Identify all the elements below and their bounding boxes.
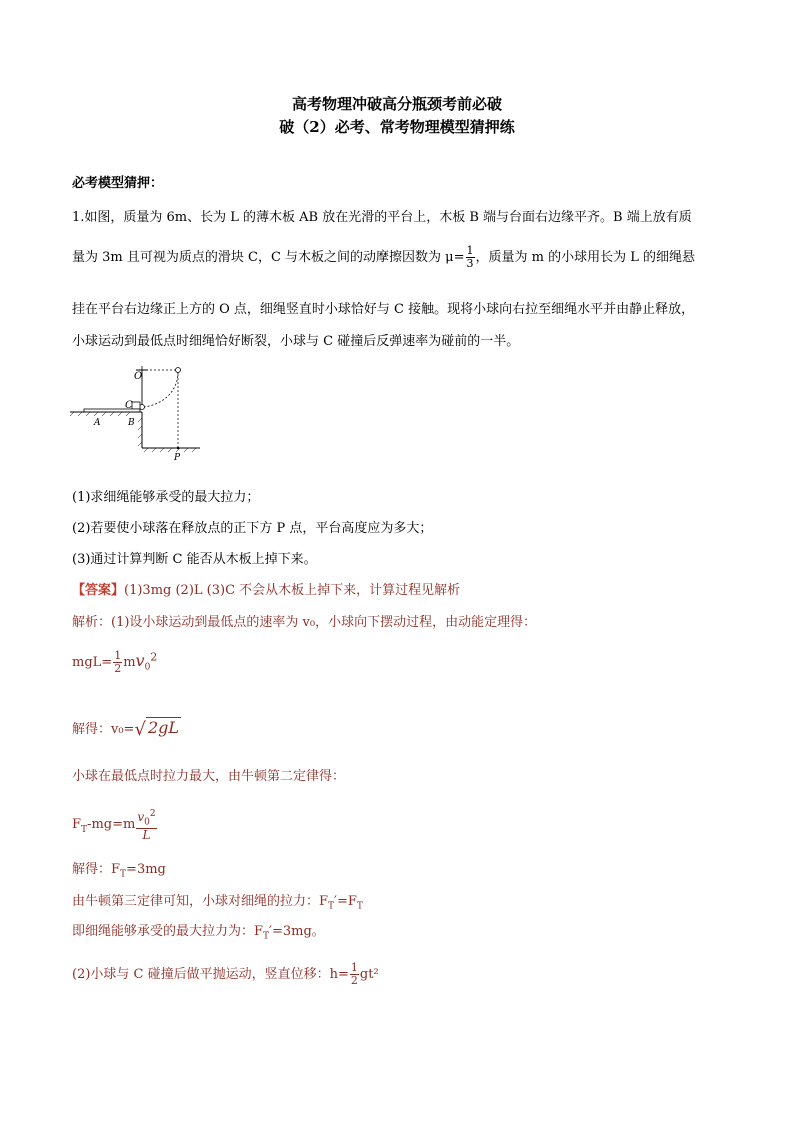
eq1-right: m [123, 655, 136, 670]
eq1-left: mgL= [72, 655, 113, 670]
page-title: 高考物理冲破高分瓶颈考前必破 [291, 95, 502, 113]
physics-diagram [70, 360, 220, 465]
part-2-line [72, 962, 379, 987]
third-law-sub-2: T [356, 901, 363, 912]
part2-frac-den: 2 [350, 974, 358, 987]
max-force-pre: 即细绳能够承受的最大拉力为：F [72, 924, 264, 939]
page-subtitle: 破（2）必考、常考物理模型猜押练 [279, 118, 515, 136]
eq2-num-sup: 2 [149, 809, 156, 819]
problem-line-2 [72, 245, 695, 270]
section-heading: 必考模型猜押： [72, 176, 164, 191]
answer-text: (1)3mg (2)L (3)C 不会从木板上掉下来，计算过程见解析 [124, 583, 461, 598]
label-B: B [128, 418, 135, 428]
question-1: (1)求细绳能够承受的最大拉力； [72, 490, 260, 505]
part2-pre: (2)小球与 C 碰撞后做平抛运动，竖直位移：h= [72, 967, 349, 982]
third-law-sub-1: T [328, 901, 335, 912]
eq2-frac-den: L [142, 828, 151, 843]
eq1-var: v [135, 651, 145, 670]
third-law-line [72, 890, 363, 912]
analysis-intro: 解析：(1)设小球运动到最低点的速率为 v₀，小球向下摆动过程，由动能定理得： [72, 615, 537, 630]
eq1-frac-den: 2 [114, 662, 122, 675]
eq1-sub: 0 [144, 662, 151, 673]
eq1-fraction [113, 650, 122, 675]
question-3: (3)通过计算判断 C 能否从木板上掉下来。 [72, 552, 317, 567]
third-law-mid: ′=F [334, 894, 357, 909]
sqrt-icon: √ [134, 719, 146, 740]
problem-line-1: 1.如图，质量为 6m、长为 L 的薄木板 AB 放在光滑的平台上，木板 B 端与台面右边缘平齐。B 端上放有质 [72, 210, 692, 225]
solution-v0 [72, 718, 181, 740]
eq2-num-sub: 0 [144, 817, 150, 828]
sol2-tail: =3mg [126, 862, 166, 877]
problem-line-3: 挂在平台右边缘正上方的 O 点，细绳竖直时小球恰好与 C 接触。现将小球向右拉至细绳水平并由静止释放， [72, 302, 695, 317]
answer-line [72, 579, 460, 598]
max-force-tail: ′=3mg。 [269, 924, 325, 939]
solution-tension [72, 858, 166, 880]
eq2-fraction [136, 808, 156, 841]
sol1-label: 解得：v₀= [72, 722, 135, 737]
problem-line-2-pre: 量为 3m 且可视为质点的滑块 C，C 与木板之间的动摩擦因数为 μ= [72, 250, 465, 265]
mu-fraction [466, 245, 475, 270]
label-O: O [134, 371, 143, 382]
newton-second-law-line: 小球在最低点时拉力最大，由牛顿第二定律得： [72, 769, 346, 784]
eq2-frac-num [136, 808, 156, 829]
eq2-left: F [72, 817, 82, 833]
eq2-sub: T [81, 824, 88, 835]
max-force-line [72, 920, 325, 942]
sol2-label: 解得：F [72, 862, 121, 877]
eq1-sup: 2 [150, 650, 158, 664]
eq2-num-var: v [137, 810, 145, 824]
problem-line-4: 小球运动到最低点时细绳恰好断裂，小球与 C 碰撞后反弹速率为碰前的一半。 [72, 334, 520, 349]
part2-fraction [350, 962, 359, 987]
sol2-sub: T [120, 869, 127, 880]
equation-tension [72, 808, 158, 841]
answer-tag: 【答案】 [72, 583, 125, 598]
equation-energy [72, 650, 157, 675]
mu-fraction-den: 3 [466, 257, 474, 270]
problem-line-2-post: ，质量为 m 的小球用长为 L 的细绳悬 [475, 250, 695, 265]
question-2: (2)若要使小球落在释放点的正下方 P 点，平台高度应为多大； [72, 521, 433, 536]
label-P: P [174, 453, 181, 463]
label-A: A [94, 418, 101, 428]
eq1-frac-num: 1 [114, 649, 122, 662]
part2-tail: gt² [359, 967, 379, 982]
part2-frac-num: 1 [350, 961, 358, 974]
third-law-pre: 由牛顿第三定律可知，小球对细绳的拉力：F [72, 894, 329, 909]
label-C: C [125, 400, 133, 411]
max-force-sub: T [263, 931, 270, 942]
mu-fraction-num: 1 [466, 244, 474, 257]
eq2-mid: -mg=m [87, 817, 136, 833]
sol1-radicand: 2gL [147, 718, 179, 737]
